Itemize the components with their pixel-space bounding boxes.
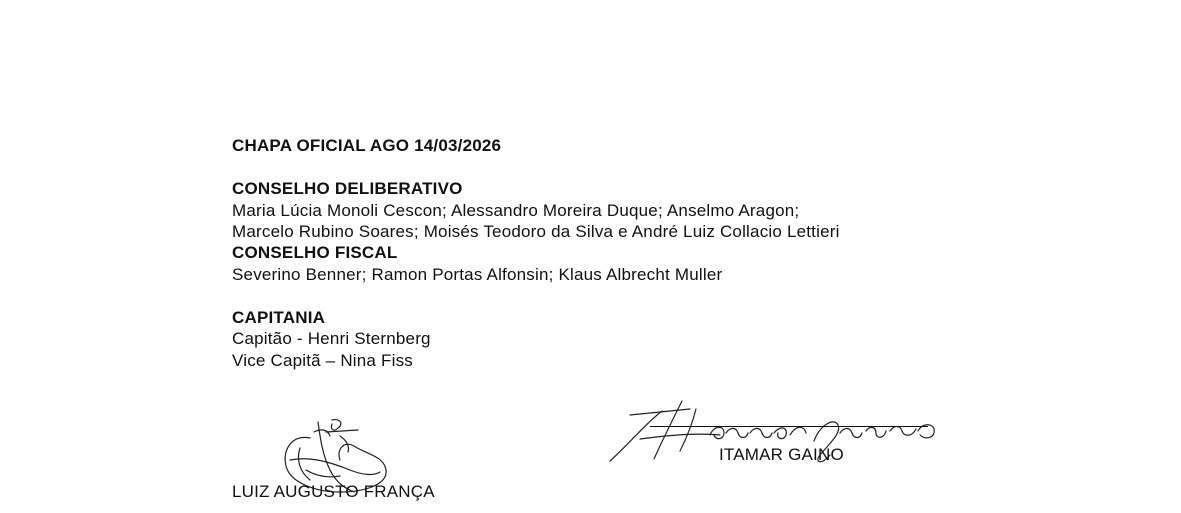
capitania-vice-captain: Vice Capitã – Nina Fiss [232,351,413,370]
document-title: CHAPA OFICIAL AGO 14/03/2026 [232,136,502,155]
signer-name-left: LUIZ AUGUSTO FRANÇA [232,482,435,501]
capitania-captain: Capitão - Henri Sternberg [232,329,431,348]
capitania-heading: CAPITANIA [232,308,326,327]
conselho-fiscal-members: Severino Benner; Ramon Portas Alfonsin; Klaus Albrecht Muller [232,265,723,284]
signer-name-right: ITAMAR GAINO [719,445,844,464]
conselho-deliberativo-heading: CONSELHO DELIBERATIVO [232,179,463,198]
conselho-fiscal-heading: CONSELHO FISCAL [232,243,398,262]
signature-line [650,426,928,427]
conselho-deliberativo-members-line2: Marcelo Rubino Soares; Moisés Teodoro da Silva e André Luiz Collacio Lettieri [232,222,840,241]
conselho-deliberativo-members-line1: Maria Lúcia Monoli Cescon; Alessandro Moreira Duque; Anselmo Aragon; [232,201,800,220]
